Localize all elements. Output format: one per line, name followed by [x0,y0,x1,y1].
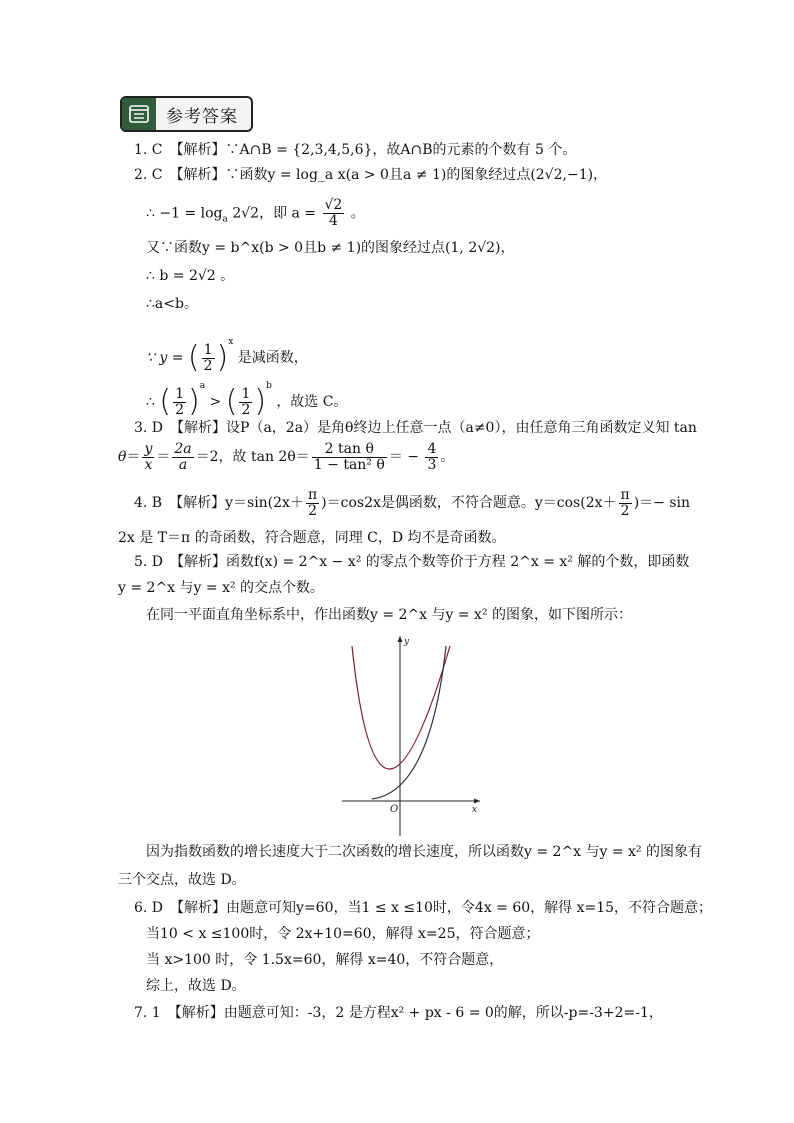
answer-4-text-c: )＝− sin [633,495,691,511]
answer-3-text-c: ，故 tan 2θ＝ [218,449,310,465]
header-title: 参考答案 [166,106,238,127]
answer-5-graph-intro: 在同一平面直角坐标系中，作出函数y = 2^x 与y = x² 的图象，如下图所示： [146,607,633,623]
answer-2-step1: ∴ $-1 = \log_a 2√2$，即 a = $\frac{√2}{4}$ 。 [146,197,365,229]
answer-3-cont: θ＝ $\frac{y}{x}$ ＝ $\frac{2a}{a}$ ＝2，故 tan 2θ＝ $\frac{\text{2 tan θ}}{\text{1 − tan² θ}}$ ＝ − $\frac{4}{3}$ 。 [118,440,455,473]
answer-5-conclusion-cont: 三个交点，故选 D。 [118,872,246,888]
fraction [323,198,345,229]
answer-3: 3. D 【解析】设P（a，2a）是角θ终边上任意一点（a≠0），由任意角三角函数定义知 tan [134,420,697,436]
answer-2-step2: 又∵函数y = b^x(b > 0且b ≠ 1)的图象经过点(1, 2√2)， [146,240,515,256]
function-graph [338,632,484,836]
step1-text-a: ∴ −1 = log [146,205,223,222]
step6-text: ，故选 C。 [276,394,348,410]
answer-5-cont: y = 2^x 与y = x² 的交点个数。 [118,580,325,596]
answer-7: 7. 1 【解析】由题意可知：-3，2 是方程x² + px - 6 = 0的解，所以-p=-3+2=-1， [134,1005,663,1021]
answer-2-step5: ∵ y = ( $\frac{1}{2}$ )$^x$ 是减函数， [146,337,308,375]
answer-4-cont: 2x 是 T＝π 的奇函数，符合题意，同理 C，D 均不是奇函数。 [118,530,506,546]
graph-y-label: y [404,637,410,647]
answer-4: 4. B 【解析】y＝sin(2x＋ $\frac{\pi}{2}$ )＝cos2x是偶函数，不符合题意。y＝cos(2x＋ $\frac{\pi}{2}$ )＝− sin [134,486,691,519]
answer-6: 6. D 【解析】由题意可知y=60，当1 ≤ x ≤10时，令4x = 60，解得 x=15，不符合题意； [134,900,713,916]
answer-1: 1. C 【解析】∵A∩B = {2,3,4,5,6}，故A∩B的元素的个数有 5 个。 [134,142,577,158]
answer-3-text-e: 。 [440,449,455,465]
answer-5: 5. D 【解析】函数f(x) = 2^x − x² 的零点个数等价于方程 2^x = x² 解的个数，即函数 [134,554,690,570]
half-fraction: $\frac{1}{2}$ [203,341,213,374]
graph-x-label: x [472,805,478,815]
answer-2: 2. C 【解析】∵函数y = log_a x(a > 0且a ≠ 1)的图象经过点(2√2,−1)， [134,167,608,183]
step1-text-c: 。 [350,205,365,222]
answer-4-text-a: 4. B 【解析】y＝sin(2x＋ [134,495,304,511]
answer-2-step4: ∴a<b。 [146,296,198,312]
step1-text-b: 2√2，即 a = [232,205,317,222]
answer-5-conclusion: 因为指数函数的增长速度大于二次函数的增长速度，所以函数y = 2^x 与y = x² 的图象有 [146,844,703,860]
fraction-numerator: √2 [324,197,343,213]
step5-text: 是减函数， [237,350,308,366]
answer-header [120,96,253,132]
answer-2-step6: ∴ ( $\frac{1}{2}$ )$^a$ > ( $\frac{1}{2}$ )$^b$ ，故选 C。 [146,381,348,419]
answer-6-summary: 综上，故选 D。 [146,978,246,994]
list-icon [122,98,156,130]
answer-2-step3: ∴ b = 2√2 。 [146,268,235,284]
graph-origin-label: O [390,804,399,815]
fraction-denominator: 4 [328,213,338,229]
answer-6-case3: 当 x>100 时，令 1.5x=60，解得 x=40，不符合题意， [146,952,504,968]
answer-4-text-b: )＝cos2x是偶函数，不符合题意。y＝cos(2x＋ [321,495,617,511]
answer-6-case2: 当10 < x ≤100时，令 2x+10=60，解得 x=25，符合题意； [146,926,540,942]
